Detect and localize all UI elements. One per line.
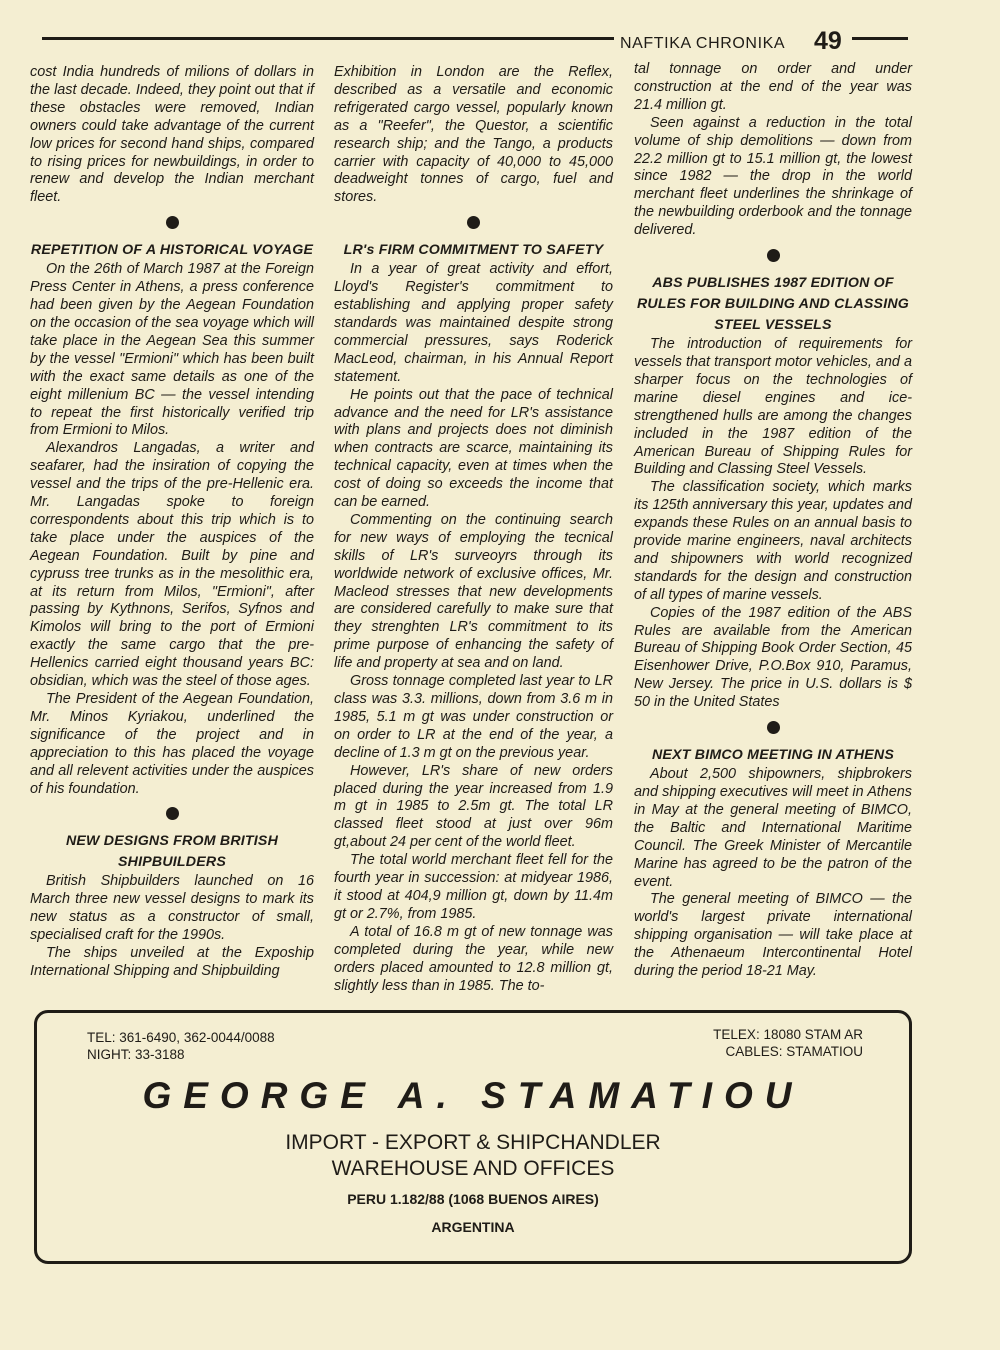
advertisement-box <box>34 1010 912 1264</box>
paragraph: The President of the Aegean Foundation, Mr. Minos Kyriakou, underlined the significance of the project and in appreciation to this has placed the voyage and all relevent activities under the auspices of his foundation. <box>30 691 314 797</box>
ad-tel: TEL: 361-6490, 362-0044/0088 <box>87 1030 275 1045</box>
article-heading: ABS PUBLISHES 1987 EDITION OF RULES FOR BUILDING AND CLASSING STEEL VESSELS <box>636 275 910 334</box>
article-heading: NEW DESIGNS FROM BRITISH SHIPBUILDERS <box>65 833 279 871</box>
paragraph: tal tonnage on order and under construction at the end of the year was 21.4 million gt. <box>634 61 912 113</box>
ad-country: ARGENTINA <box>431 1219 515 1235</box>
paragraph: However, LR's share of new orders placed during the year increased from 1.9 m gt in 1985 to 2.5m gt. The total LR classed fleet stood at just over 96m gt,about 24 per cent of the world fleet. <box>334 762 613 851</box>
paragraph: A total of 16.8 m gt of new tonnage was completed during the year, while new orders placed amounted to 12.8 million gt, slightly less than in 1985. The to- <box>334 923 613 994</box>
ad-phone-block <box>87 1029 275 1063</box>
bullet-separator-icon <box>166 216 179 229</box>
paragraph: British Shipbuilders launched on 16 March three new vessel designs to mark its new status as a constructor of small, specialised craft for the 1990s. <box>30 873 314 944</box>
paragraph: On the 26th of March 1987 at the Foreign Press Center in Athens, a press conference had been given by the Aegean Foundation on the occasion of the sea voyage which will take place in the Aegean Sea this summer by the vessel "Ermioni" which has been built with the exact same details as one of the eight millenium BC — the vessel intending to repeat the first historically verified trip from Ermioni to Milos. <box>30 261 314 439</box>
column-1 <box>30 64 314 981</box>
paragraph: He points out that the pace of technical advance and the need for LR's assistance with plans and projects does not diminish when contracts are scarce, maintaining its technical capacity, even at times when the cost of doing so exceeds the income that can be earned. <box>334 386 613 511</box>
paragraph: The classification society, which marks its 125th anniversary this year, updates and expands these Rules on an annual basis to provide marine engineers, naval architects and shipowners with world recognized standards for the design and construction of all types of marine vessels. <box>634 479 912 603</box>
paragraph: The ships unveiled at the Expoship International Shipping and Shipbuilding <box>30 945 314 979</box>
paragraph: Copies of the 1987 edition of the ABS Rules are available from the American Bureau of Shipping Book Order Section, 45 Eisenhower Drive, P.O.Box 910, Paramus, New Jersey. The price in U.S. dollars is $ 50 in the United States <box>634 604 912 711</box>
ad-warehouse: WAREHOUSE AND OFFICES <box>331 1157 615 1180</box>
paragraph: cost India hundreds of milions of dollars in the last decade. Indeed, they point out that if these obstacles were removed, Indian owners could take advantage of the current low prices for second hand ships, compared to rising prices for newbuildings, in order to renew and develop the Indian merchant fleet. <box>30 64 314 206</box>
ad-night: NIGHT: 33-3188 <box>87 1047 185 1062</box>
column-2 <box>334 64 613 995</box>
header-rule-left <box>42 37 614 40</box>
paragraph: Gross tonnage completed last year to LR class was 3.3. millions, down from 3.6 m in 1985, 5.1 m gt was under construction or on order to LR at the end of the year, a decline of 1.3 m gt on the previous year. <box>334 673 613 761</box>
paragraph: In a year of great activity and effort, Lloyd's Register's commitment to establishing and applying proper safety standards was maintained despite strong commercial pressures, says Roderick MacLeod, chairman, in his Annual Report statement. <box>334 261 613 385</box>
bullet-separator-icon <box>166 807 179 820</box>
ad-cables: CABLES: STAMATIOU <box>725 1044 863 1059</box>
paragraph: Alexandros Langadas, a writer and seafarer, had the insiration of copying the vessel and the trips of the pre-Hellenic era. Mr. Langadas spoke to foreign correspondents about this trip which is to take place under the auspices of the Aegean Foundation. Built by pine and cypruss tree trunks as in the mesolithic era, at its return from Milos, "Ermioni", after passing by Kythnons, Serifos, Syfnos and Kimolos will bring to the port of Ermioni exactly the same cargo that the pre-Hellenics carried eight thousand years BC: obsidian, which was the steel of those ages. <box>30 440 314 690</box>
paragraph: The general meeting of BIMCO — the world's largest private international shipping organisation — will take place at the Athenaeum Intercontinental Hotel during the period 18-21 May. <box>634 891 912 980</box>
paragraph: The introduction of requirements for vessels that transport motor vehicles, and a sharper focus on the technologies of marine diesel engines and ice-strengthened hulls are among the changes included in the 1987 edition of the American Bureau of Shipping Rules for Building and Classing Steel Vessels. <box>634 336 912 478</box>
ad-company-name: GEORGE A. STAMATIOU <box>142 1075 804 1116</box>
ad-telex-block <box>713 1026 863 1060</box>
bullet-separator-icon <box>767 721 780 734</box>
magazine-title: NAFTIKA CHRONIKA <box>620 35 786 52</box>
paragraph: The total world merchant fleet fell for the fourth year in succession: at midyear 1986, it stood at 404,9 million gt, down by 11.4m gt or 2.7%, from 1985. <box>334 852 613 922</box>
ad-telex: TELEX: 18080 STAM AR <box>713 1027 863 1042</box>
header-rule-right <box>852 37 908 40</box>
paragraph: Commenting on the continuing search for new ways of employing the tecnical skills of LR's surveoyrs through its worldwide network of exclusive offices, Mr. Macleod stresses that new developments are considered carefully to make sure that they strenghten LR's commitment to its prime purpose of enhancing the safety of life and property at sea and on land. <box>334 511 613 672</box>
article-heading: REPETITION OF A HISTORICAL VOYAGE <box>30 242 314 259</box>
ad-address: PERU 1.182/88 (1068 BUENOS AIRES) <box>347 1191 599 1207</box>
article-heading: LR's FIRM COMMITMENT TO SAFETY <box>343 242 604 259</box>
bullet-separator-icon <box>467 216 480 229</box>
article-heading: NEXT BIMCO MEETING IN ATHENS <box>651 747 895 764</box>
bullet-separator-icon <box>767 249 780 262</box>
paragraph: Exhibition in London are the Reflex, described as a versatile and economic refrigerated cargo vessel, popularly known as a "Reefer", the Questor, a scientific research ship; and the Tango, a products carrier with capacity of 40,000 to 45,000 deadweight tonnes of cargo, fuel and stores. <box>334 64 613 206</box>
page-number: 49 <box>814 27 842 55</box>
ad-services: IMPORT - EXPORT & SHIPCHANDLER <box>285 1131 661 1154</box>
paragraph: Seen against a reduction in the total volume of ship demolitions — down from 22.2 million gt to 15.1 million gt, the lowest since 1982 — the drop in the world merchant fleet underlines the shrinkage of the newbuilding orderbook and the tonnage delivered. <box>634 114 912 239</box>
paragraph: About 2,500 shipowners, shipbrokers and shipping executives will meet in Athens in May at the general meeting of BIMCO, the Baltic and International Maritime Council. The Greek Minister of Mercantile Marine has agreed to be the patron of the event. <box>634 766 912 890</box>
column-3 <box>634 61 912 981</box>
